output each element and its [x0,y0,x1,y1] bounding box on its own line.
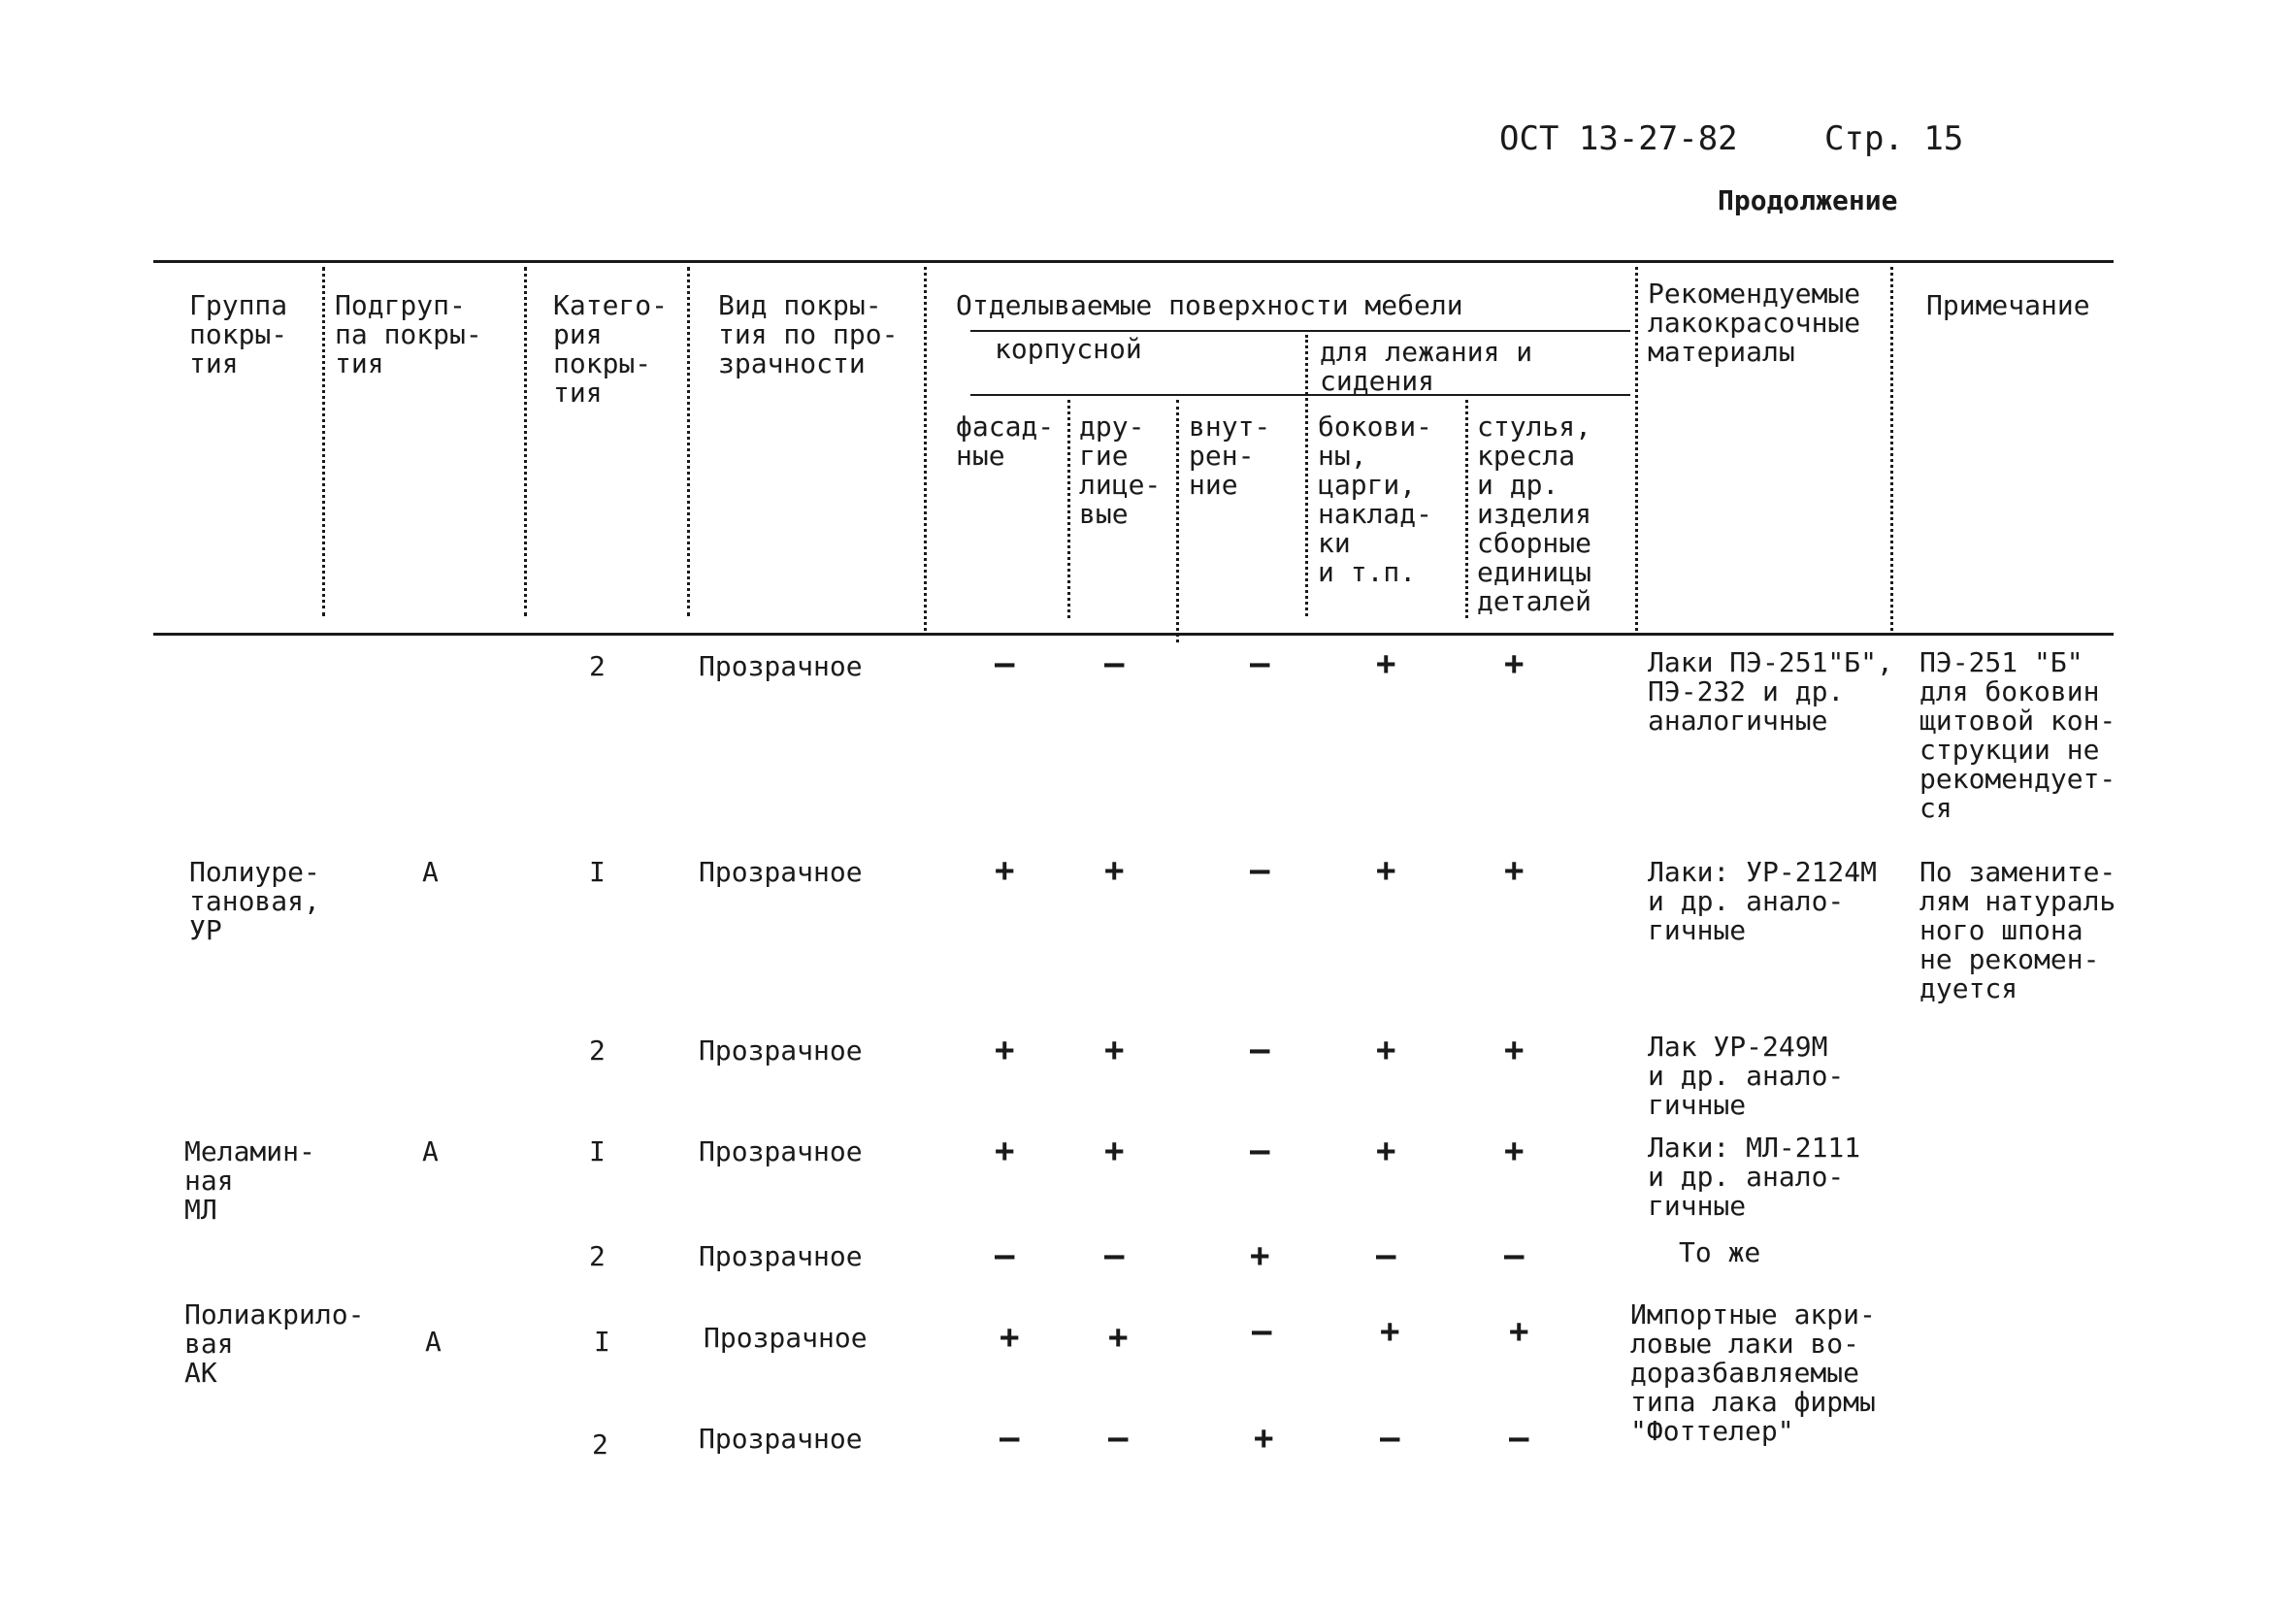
mark-internal: – [1250,644,1270,683]
mark-other-face: + [1104,851,1125,890]
mark-sides: + [1376,644,1396,683]
mark-internal: – [1250,1031,1270,1069]
table-row-category: 2 [589,650,606,682]
table-row-type: Прозрачное [699,856,863,888]
col-sep [924,267,927,631]
mark-internal: + [1250,1236,1270,1275]
mark-other-face: + [1104,1031,1125,1069]
col-header-other-face: дру- гие лице- вые [1079,410,1162,530]
mark-other-face: + [1104,1132,1125,1170]
mark-other-face: – [1104,644,1125,683]
mark-facades: – [995,1236,1015,1275]
table-row-category: I [594,1326,610,1358]
table-top-rule [153,260,2114,263]
mark-internal: + [1254,1419,1274,1458]
col-sep [1176,400,1179,642]
mark-chairs: – [1504,1236,1525,1275]
col-header-sides: бокови- ны, царги, наклад- ки и т.п. [1318,410,1433,588]
mark-internal: – [1250,851,1270,890]
table-row-type: Прозрачное [704,1322,868,1354]
table-row-type: Прозрачное [699,1034,863,1067]
mark-internal: – [1252,1312,1272,1351]
col-header-group: Группа покры- тия [189,289,288,379]
mark-sides: + [1380,1312,1400,1351]
page-number: Стр. 15 [1824,119,1964,158]
mark-chairs: + [1509,1312,1529,1351]
mark-sides: + [1376,851,1396,890]
table-row-category: I [589,1135,606,1167]
col-header-internal: внут- рен- ние [1189,410,1271,501]
table-row-note: По замените- лям натураль ного шпона не рекомен- дуется [1919,856,2116,1004]
mark-sides: – [1376,1236,1396,1275]
table-row-group: Полиакрило- вая АК [184,1298,365,1389]
table-row-group: Полиуре- тановая, УР [189,856,320,946]
col-sep [1890,267,1893,631]
table-row-category: I [589,856,606,888]
table-row-type: Прозрачное [699,650,863,682]
mark-chairs: + [1504,644,1525,683]
surfaces-subheader-rule [970,330,1630,332]
mark-facades: – [995,644,1015,683]
table-row-subgroup: А [422,1135,439,1167]
mark-other-face: – [1108,1419,1129,1458]
table-row-note: ПЭ-251 "Б" для боковин щитовой кон- струкции не рекомендует- ся [1919,646,2116,824]
col-header-subgroup: Подгруп- па покры- тия [335,289,482,379]
mark-chairs: + [1504,851,1525,890]
table-row-materials: Лаки: УР-2124М и др. анало- гичные [1648,856,1878,946]
table-row-type: Прозрачное [699,1135,863,1167]
col-header-type: Вид покры- тия по про- зрачности [718,289,899,379]
mark-sides: – [1380,1419,1400,1458]
col-header-note: Примечание [1926,289,2090,321]
mark-chairs: + [1504,1132,1525,1170]
table-row-materials: Импортные акри- ловые лаки во- доразбавляемые типа лака фирмы "Фоттелер" [1630,1298,1876,1447]
table-row-type: Прозрачное [699,1240,863,1272]
mark-facades: + [995,1132,1015,1170]
mark-facades: – [1000,1419,1020,1458]
col-sep [322,267,325,616]
table-row-category: 2 [592,1428,608,1461]
table-row-materials: Лаки ПЭ-251"Б", ПЭ-232 и др. аналогичные [1648,646,1893,737]
col-header-facades: фасад- ные [956,410,1055,472]
table-row-group: Меламин- ная МЛ [184,1135,315,1226]
table-row-category: 2 [589,1034,606,1067]
table-row-subgroup: А [425,1326,442,1358]
document-code: ОСТ 13-27-82 [1499,119,1738,158]
table-row-materials: Лаки: МЛ-2111 и др. анало- гичные [1648,1132,1861,1222]
table-row-type: Прозрачное [699,1423,863,1455]
col-sep [524,267,527,616]
table-row-subgroup: А [422,856,439,888]
col-sep [1465,400,1468,618]
col-sep [1067,400,1070,618]
col-header-surfaces: Отделываемые поверхности мебели [956,289,1463,321]
mark-facades: + [995,1031,1015,1069]
table-row-materials: Лак УР-249М и др. анало- гичные [1648,1031,1845,1121]
mark-facades: + [1000,1318,1020,1357]
table-row-materials: То же [1679,1236,1761,1268]
table-row-category: 2 [589,1240,606,1272]
col-sep [1305,335,1308,616]
header-bottom-rule [153,633,2114,636]
col-header-lying: для лежания и сидения [1320,336,1533,397]
col-header-chairs: стулья, кресла и др. изделия сборные единицы деталей [1477,410,1592,617]
continuation-label: Продолжение [1718,184,1898,216]
mark-chairs: – [1509,1419,1529,1458]
col-sep [687,267,690,616]
col-header-materials: Рекомендуемые лакокрасочные материалы [1648,278,1861,368]
col-header-category: Катего- рия покры- тия [553,289,669,409]
mark-other-face: + [1108,1318,1129,1357]
mark-chairs: + [1504,1031,1525,1069]
mark-other-face: – [1104,1236,1125,1275]
col-header-corpus: корпусной [995,333,1142,365]
mark-sides: + [1376,1132,1396,1170]
mark-facades: + [995,851,1015,890]
mark-internal: – [1250,1132,1270,1170]
col-sep [1635,267,1638,631]
mark-sides: + [1376,1031,1396,1069]
